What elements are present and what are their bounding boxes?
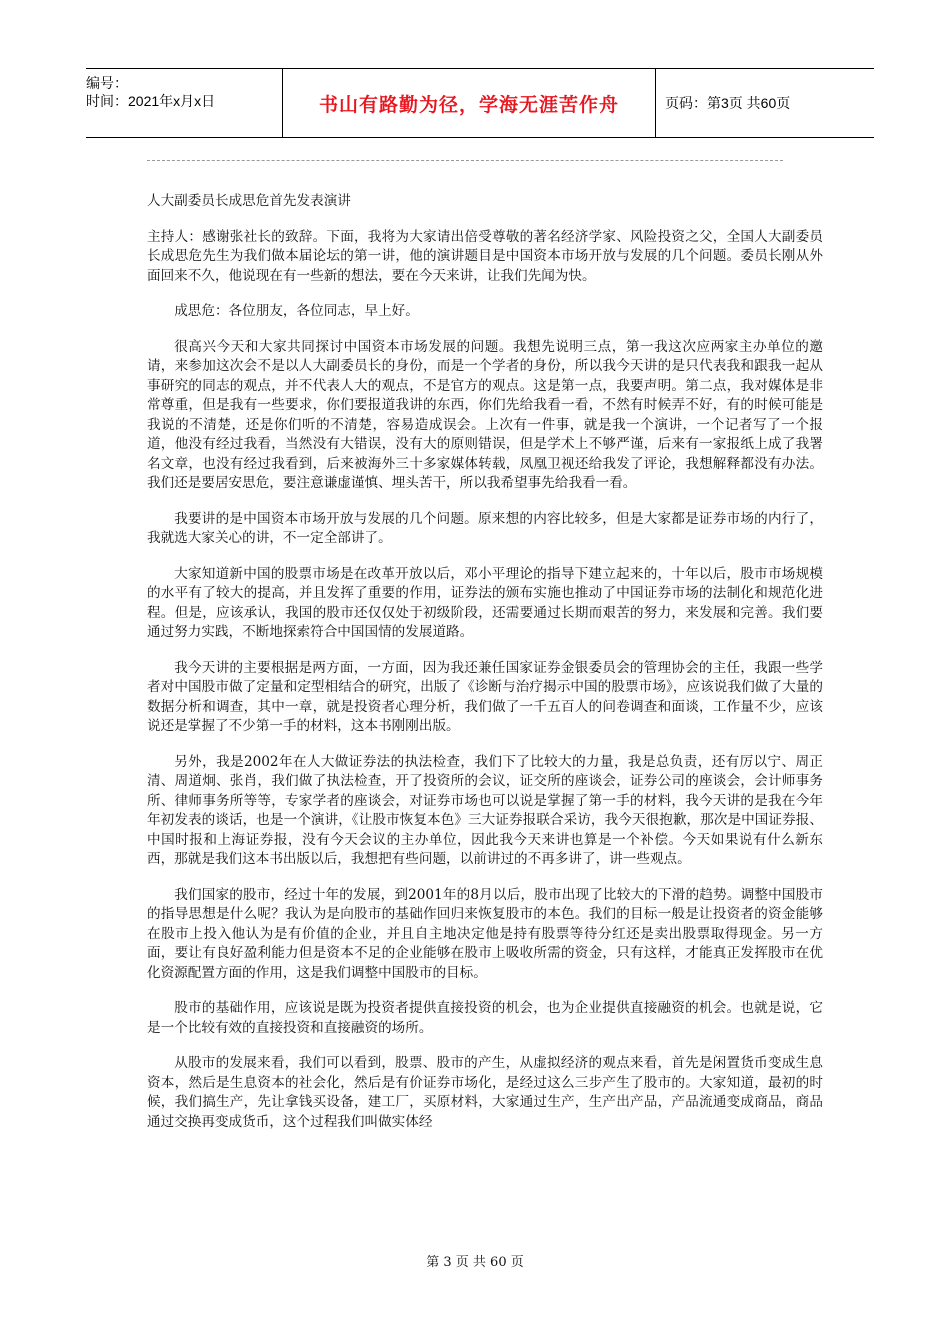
speech-title: 人大副委员长成思危首先发表演讲 — [147, 193, 351, 209]
paragraph-host-intro: 主持人：感谢张社长的致辞。下面，我将为大家请出倍受尊敬的著名经济学家、风险投资之父，全国人大副委员长成思危先生为我们做本届论坛的第一讲，他的演讲题目是中国资本市场开放与发展的几个问题。委员长刚从外面回来不久，他说现在有一些新的想法，要在今天来讲，让我们先闻为快。 — [147, 228, 823, 284]
paragraph: 我今天讲的主要根据是两方面，一方面，因为我还兼任国家证券金银委员会的管理协会的主任，我跟一些学者对中国股市做了定量和定型相结合的研究，出版了《诊断与治疗揭示中国的股票市场》，应该说我们做了大量的数据分析和调查，其中一章，就是投资者心理分析，我们做了一千五百人的问卷调查和面谈，工作量不少，应该说还是掌握了不少第一手的材料，这本书刚刚出版。 — [147, 659, 823, 734]
document-body — [147, 192, 823, 1148]
document-number-label: 编号： — [86, 75, 128, 91]
document-time-label: 时间：2021年x月x日 — [86, 93, 216, 109]
header-meta — [86, 69, 282, 137]
paragraph: 股市的基础作用，应该说是既为投资者提供直接投资的机会，也为企业提供直接融资的机会。也就是说，它是一个比较有效的直接投资和直接融资的场所。 — [147, 1000, 823, 1036]
dashed-divider — [147, 160, 783, 161]
page-footer: 第 3 页 共 60 页 — [426, 1255, 524, 1270]
paragraph: 从股市的发展来看，我们可以看到，股票、股市的产生，从虚拟经济的观点来看，首先是闲置货币变成生息资本，然后是生息资本的社会化，然后是有价证券市场化，是经过这么三步产生了股市的。大家知道，最初的时候，我们搞生产，先让拿钱买设备，建工厂，买原材料，大家通过生产，生产出产品，产品流通变成商品，商品通过交换再变成货币，这个过程我们叫做实体经 — [147, 1055, 823, 1130]
paragraph: 成思危：各位朋友，各位同志，早上好。 — [174, 303, 419, 319]
paragraph: 大家知道新中国的股票市场是在改革开放以后，邓小平理论的指导下建立起来的，十年以后，股市市场规模的水平有了较大的提高，并且发挥了重要的作用，证券法的颁布实施也推动了中国证券市场的法制化和规范化进程。但是，应该承认，我国的股市还仅仅处于初级阶段，还需要通过长期而艰苦的努力，来发展和完善。我们要通过努力实践，不断地探索符合中国国情的发展道路。 — [147, 565, 823, 640]
paragraph: 我要讲的是中国资本市场开放与发展的几个问题。原来想的内容比较多，但是大家都是证券市场的内行了，我就选大家关心的讲，不一定全部讲了。 — [147, 510, 823, 546]
header-motto: 书山有路勤为径，学海无涯苦作舟 — [282, 69, 656, 137]
paragraph: 我们国家的股市，经过十年的发展，到2001年的8月以后，股市出现了比较大的下滑的趋势。调整中国股市的指导思想是什么呢？我认为是向股市的基础作回归来恢复股市的本色。我们的目标一般是让投资者的资金能够在股市上投入他认为是有价值的企业，并且自主地决定他是持有股票等待分红还是卖出股票取得现金。另一方面，要让有良好盈利能力但是资本不足的企业能够在股市上吸收所需的资金，只有这样，才能真正发挥股市在优化资源配置方面的作用，这是我们调整中国股市的目标。 — [147, 886, 823, 981]
paragraph: 很高兴今天和大家共同探讨中国资本市场发展的问题。我想先说明三点，第一我这次应两家主办单位的邀请，来参加这次会不是以人大副委员长的身份，而是一个学者的身份，所以我今天讲的是只代表我和跟我一起从事研究的同志的观点，并不代表人大的观点，不是官方的观点。这是第一点，我要声明。第二点，我对媒体是非常尊重，但是我有一些要求，你们要报道我讲的东西，你们先给我看一看，不然有时候弄不好，有的时候可能是我说的不清楚，还是你们听的不清楚，容易造成误会。上次有一件事，就是我一个演讲，一个记者写了一个报道，他没有经过我看，当然没有大错误，没有大的原则错误，但是学术上不够严谨，后来有一家报纸上成了我署名文章，也没有经过我看到，后来被海外三十多家媒体转载，凤凰卫视还给我发了评论，我想解释都没有办法。我们还是要居安思危，要注意谦虚谨慎、埋头苦干，所以我希望事先给我看一看。 — [147, 338, 823, 491]
page-header — [86, 68, 874, 138]
paragraph: 另外，我是2002年在人大做证券法的执法检查，我们下了比较大的力量，我是总负责，还有厉以宁、周正清、周道炯、张肖，我们做了执法检查，开了投资所的会议，证交所的座谈会，证券公司的座谈会，会计师事务所、律师事务所等等，专家学者的座谈会，对证券市场也可以说是掌握了第一手的材料，我今天讲的是我在今年年初发表的谈话，也是一个演讲，《让股市恢复本色》三大证券报联合采访，我今天很抱歉，那次是中国证券报、中国时报和上海证券报，没有今天会议的主办单位，因此我今天来讲也算是一个补偿。今天如果说有什么新东西，那就是我们这本书出版以后，我想把有些问题，以前讲过的不再多讲了，讲一些观点。 — [147, 753, 823, 867]
header-page-number: 页码：第3页 共60页 — [665, 95, 791, 111]
